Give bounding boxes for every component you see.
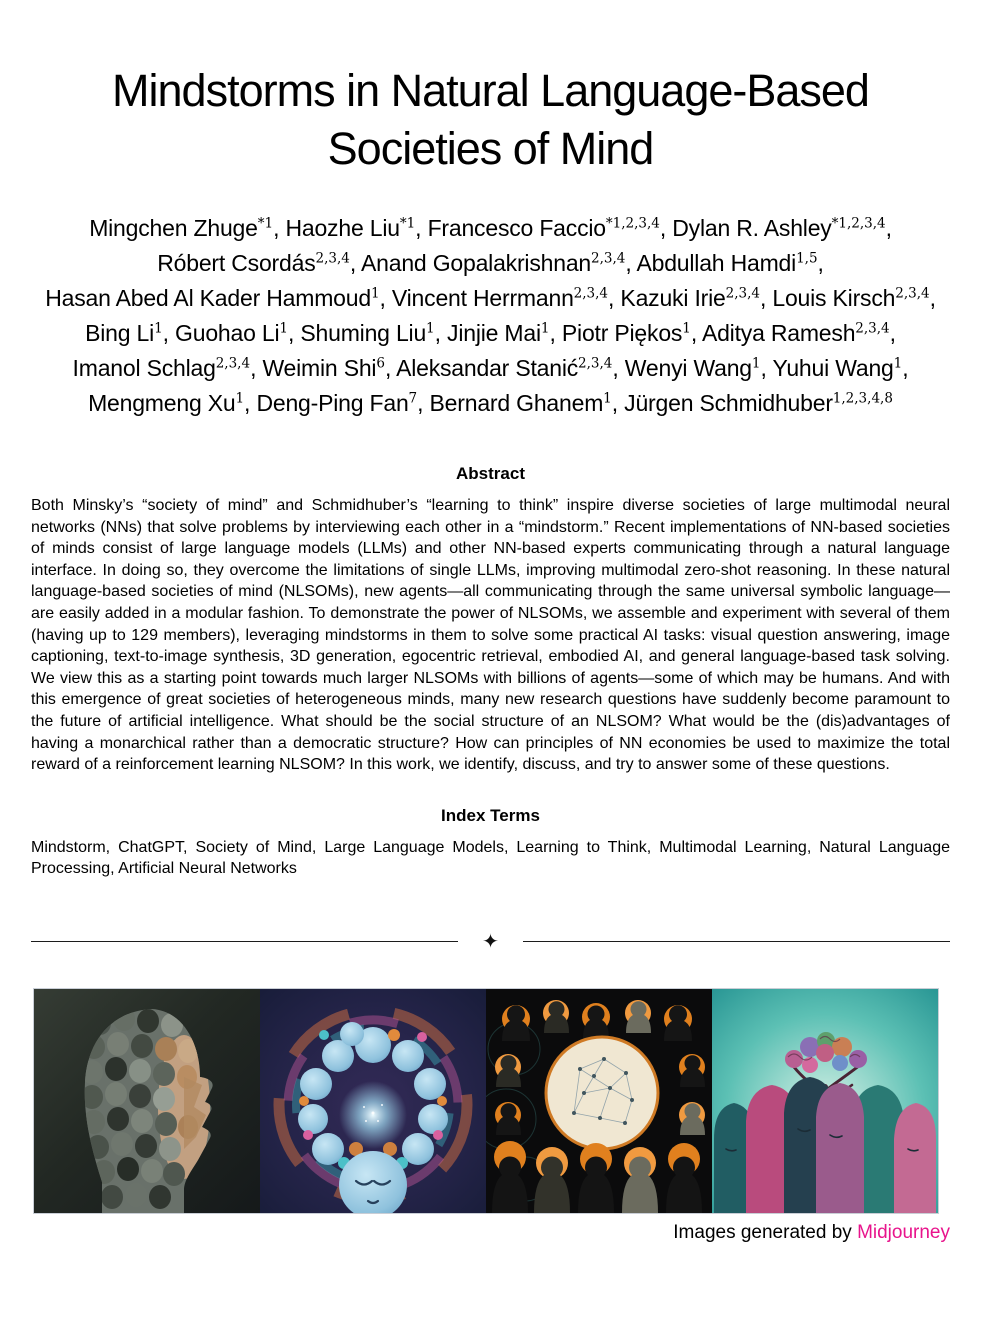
- author-affiliation-superscript: *1: [399, 215, 416, 232]
- author-name: Abdullah Hamdi$^{1,5}$: [636, 250, 818, 276]
- author-separator: ,: [902, 355, 909, 381]
- author-name: Jürgen Schmidhuber$^{1,2,3,4,8}$: [624, 390, 893, 416]
- author-affiliation-superscript: 1: [235, 390, 245, 407]
- author-separator: ,: [384, 355, 397, 381]
- author-name: Jinjie Mai$^1$: [447, 320, 550, 346]
- divider-rule-right: [523, 941, 950, 942]
- author-affiliation-superscript: *1,2,3,4: [605, 215, 660, 232]
- figure-image-face-mandala: [260, 989, 486, 1213]
- author-line: [31, 316, 950, 351]
- author-separator: ,: [349, 250, 361, 276]
- author-separator: ,: [760, 355, 773, 381]
- author-separator: ,: [608, 285, 621, 311]
- paper-title: [31, 62, 950, 178]
- author-separator: ,: [817, 250, 824, 276]
- author-line: [31, 386, 950, 421]
- author-name: Imanol Schlag$^{2,3,4}$: [72, 355, 251, 381]
- author-name: Mengmeng Xu$^1$: [88, 390, 245, 416]
- author-separator: ,: [273, 215, 286, 241]
- author-affiliation-superscript: 2,3,4: [578, 355, 613, 372]
- author-name: Piotr Piękos$^1$: [561, 320, 691, 346]
- author-name: Aditya Ramesh$^{2,3,4}$: [701, 320, 890, 346]
- author-name: Kazuki Irie$^{2,3,4}$: [620, 285, 760, 311]
- paper-title-line2: Societies of Mind: [327, 123, 654, 174]
- author-separator: ,: [415, 215, 428, 241]
- author-separator: ,: [244, 390, 257, 416]
- author-separator: ,: [612, 355, 625, 381]
- author-line: [31, 246, 950, 281]
- author-name: Francesco Faccio$^{*1,2,3,4}$: [427, 215, 660, 241]
- author-separator: ,: [250, 355, 263, 381]
- author-affiliation-superscript: 7: [408, 390, 418, 407]
- section-divider: [31, 930, 950, 953]
- figure-image-crowd-network-sphere: [486, 989, 712, 1213]
- author-separator: ,: [611, 390, 625, 416]
- author-name: Wenyi Wang$^1$: [624, 355, 761, 381]
- author-name: Anand Gopalakrishnan$^{2,3,4}$: [361, 250, 626, 276]
- author-name: Louis Kirsch$^{2,3,4}$: [772, 285, 930, 311]
- midjourney-link[interactable]: Midjourney: [857, 1221, 950, 1243]
- author-affiliation-superscript: 1,5: [796, 250, 818, 267]
- author-line: [31, 211, 950, 246]
- figure-image-head-of-heads: [34, 989, 260, 1213]
- author-affiliation-superscript: 1: [540, 320, 550, 337]
- paper-title-line1: Mindstorms in Natural Language-Based: [112, 65, 869, 116]
- author-separator: ,: [625, 250, 637, 276]
- author-name: Shuming Liu$^1$: [300, 320, 435, 346]
- four-pointed-star-icon: ✦: [482, 930, 499, 953]
- author-list: [31, 211, 950, 421]
- author-affiliation-superscript: 1: [154, 320, 163, 337]
- author-affiliation-superscript: 1,2,3,4,8: [832, 390, 893, 407]
- author-affiliation-superscript: *1: [257, 215, 274, 232]
- index-terms-heading: Index Terms: [441, 805, 540, 825]
- author-name: Haozhe Liu$^{*1}$: [285, 215, 416, 241]
- author-name: Róbert Csordás$^{2,3,4}$: [157, 250, 350, 276]
- author-affiliation-superscript: 1: [682, 320, 691, 337]
- author-affiliation-superscript: 2,3,4: [591, 250, 626, 267]
- author-name: Bernard Ghanem$^1$: [429, 390, 612, 416]
- author-name: Yuhui Wang$^1$: [772, 355, 903, 381]
- author-name: Hasan Abed Al Kader Hammoud$^1$: [45, 285, 380, 311]
- abstract-heading: Abstract: [456, 464, 525, 483]
- author-affiliation-superscript: 2,3,4: [895, 285, 930, 302]
- author-separator: ,: [885, 215, 892, 241]
- author-separator: ,: [434, 320, 448, 346]
- author-affiliation-superscript: 2,3,4: [215, 355, 251, 372]
- author-separator: ,: [379, 285, 392, 311]
- author-name: Dylan R. Ashley$^{*1,2,3,4}$: [672, 215, 886, 241]
- author-separator: ,: [417, 390, 430, 416]
- author-name: Guohao Li$^1$: [175, 320, 288, 346]
- author-affiliation-superscript: *1,2,3,4: [831, 215, 886, 232]
- abstract-text: Both Minsky’s “society of mind” and Schmidhuber’s “learning to think” inspire diverse societies of large multimodal neural networks (NNs) that solve problems by interviewing each other in a “mindstorm.” Recent implementations of NN-based societies of minds consist of large language models (LLMs) and other NN-based experts communicating through a natural language interface. In doing so, they overcome the limitations of single LLMs, improving multimodal zero-shot reasoning. In these natural language-based societies of mind (NLSOMs), new agents—all communicating through the same universal symbolic language—are easily added in a modular fashion. To demonstrate the power of NLSOMs, we assemble and experiment with several of them (having up to 129 members), leveraging mindstorms in them to solve some practical AI tasks: visual question answering, image captioning, text-to-image synthesis, 3D generation, egocentric retrieval, embodied AI, and general language-based task solving. We view this as a starting point towards much larger NLSOMs with billions of agents—some of which may be humans. And with this emergence of great societies of heterogeneous minds, many new research questions have suddenly become paramount to the future of artificial intelligence. What should be the social structure of an NLSOM? What would be the (dis)advantages of having a monarchical rather than a democratic structure? How can principles of NN economies be used to maximize the total reward of a reinforcement learning NLSOM? In this work, we identify, discuss, and try to answer some of these questions.: [31, 497, 950, 774]
- author-affiliation-superscript: 2,3,4: [855, 320, 890, 337]
- author-name: Weimin Shi$^6$: [262, 355, 385, 381]
- author-affiliation-superscript: 1: [751, 355, 761, 372]
- author-name: Mingchen Zhuge$^{*1}$: [89, 215, 274, 241]
- author-separator: ,: [929, 285, 936, 311]
- author-affiliation-superscript: 1: [603, 390, 612, 407]
- author-affiliation-superscript: 1: [279, 320, 288, 337]
- author-name: Deng-Ping Fan$^7$: [256, 390, 418, 416]
- author-name: Vincent Herrmann$^{2,3,4}$: [391, 285, 609, 311]
- figure-image-faces-tree-of-minds: [712, 989, 938, 1213]
- author-affiliation-superscript: 1: [370, 285, 380, 302]
- author-separator: ,: [690, 320, 702, 346]
- author-name: Aleksandar Stanić$^{2,3,4}$: [396, 355, 613, 381]
- author-name: Bing Li$^1$: [85, 320, 163, 346]
- author-separator: ,: [889, 320, 896, 346]
- author-affiliation-superscript: 2,3,4: [725, 285, 760, 302]
- author-separator: ,: [549, 320, 562, 346]
- author-separator: ,: [659, 215, 673, 241]
- caption-text: Images generated by: [673, 1221, 858, 1243]
- author-separator: ,: [759, 285, 773, 311]
- index-terms-text: Mindstorm, ChatGPT, Society of Mind, Large Language Models, Learning to Think, Multimodal Learning, Natural Language Processing, Artificial Neural Networks: [31, 838, 950, 878]
- author-line: [31, 351, 950, 386]
- author-line: [31, 281, 950, 316]
- author-affiliation-superscript: 2,3,4: [315, 250, 350, 267]
- figure-caption: [31, 1221, 950, 1245]
- author-affiliation-superscript: 2,3,4: [573, 285, 609, 302]
- paper-page: [0, 62, 981, 1342]
- author-separator: ,: [162, 320, 176, 346]
- author-separator: ,: [287, 320, 301, 346]
- author-affiliation-superscript: 6: [376, 355, 385, 372]
- author-affiliation-superscript: 1: [426, 320, 435, 337]
- author-affiliation-superscript: 1: [893, 355, 903, 372]
- divider-rule-left: [31, 941, 458, 942]
- teaser-figure: [33, 988, 939, 1214]
